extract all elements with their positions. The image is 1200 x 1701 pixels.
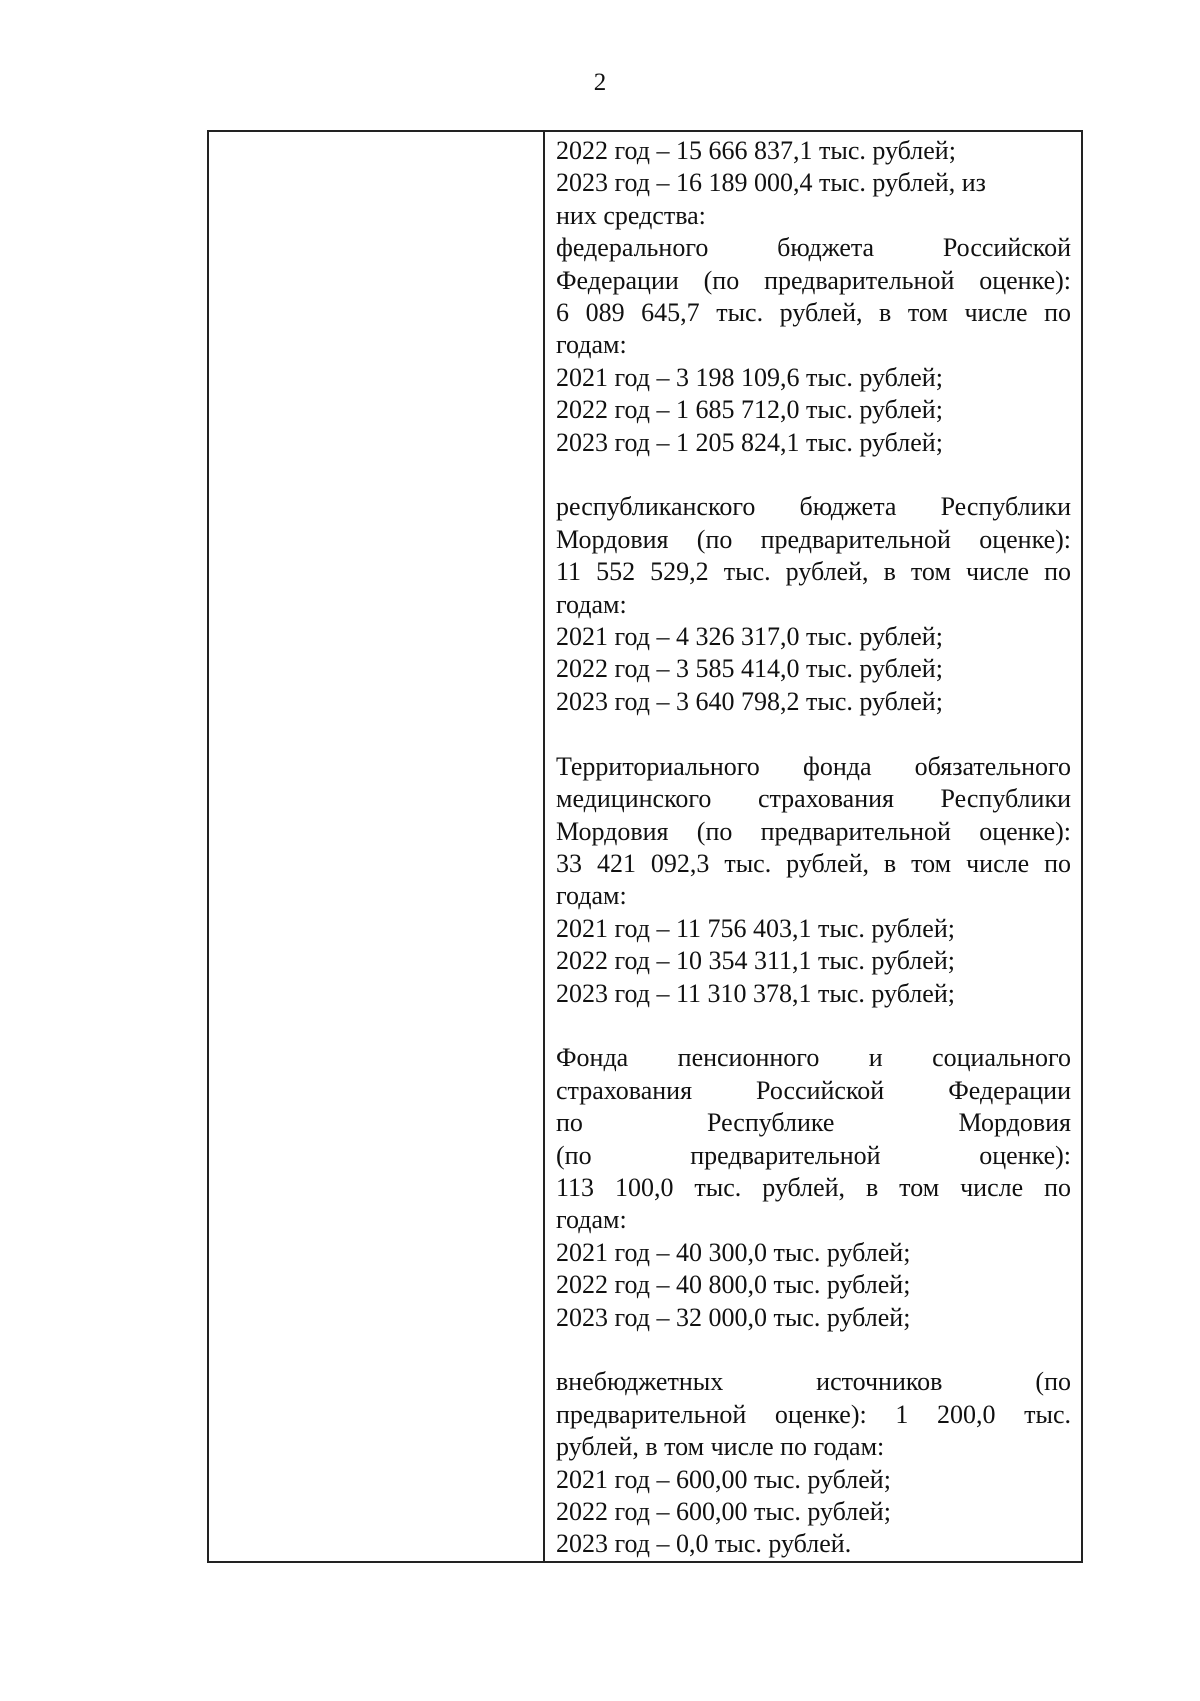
section-heading-line: 113 100,0 тыс. рублей, в том числе по bbox=[556, 1172, 1071, 1202]
document-table bbox=[207, 130, 1083, 1563]
page-number: 2 bbox=[593, 69, 607, 96]
funding-details-cell bbox=[556, 135, 1071, 1561]
section-heading-line: 33 421 092,3 тыс. рублей, в том числе по bbox=[556, 848, 1071, 878]
section-heading-line: Федерации (по предварительной оценке): bbox=[556, 265, 1071, 295]
section-heading-line: республиканского бюджета Республики bbox=[556, 492, 1071, 522]
section-heading-line: Мордовия (по предварительной оценке): bbox=[556, 816, 1071, 846]
year-amount-line: 2023 год – 0,0 тыс. рублей. bbox=[556, 1529, 852, 1559]
funding-section-extra-budgetary bbox=[556, 1366, 1071, 1560]
section-heading-line: 6 089 645,7 тыс. рублей, в том числе по bbox=[556, 298, 1071, 328]
funding-intro-line: 2022 год – 15 666 837,1 тыс. рублей; bbox=[556, 136, 956, 165]
year-amount-line: 2023 год – 11 310 378,1 тыс. рублей; bbox=[556, 978, 955, 1008]
funding-intro-line: них средства: bbox=[556, 200, 706, 230]
column-divider bbox=[543, 132, 545, 1561]
funding-section-territorial-fund bbox=[556, 751, 1071, 1010]
section-heading-tail: годам: bbox=[556, 1205, 627, 1235]
section-spacer bbox=[556, 1334, 1071, 1366]
year-amount-line: 2023 год – 32 000,0 тыс. рублей; bbox=[556, 1302, 911, 1332]
section-heading-line: страхования Российской Федерации bbox=[556, 1075, 1071, 1105]
funding-section-republican-budget bbox=[556, 491, 1071, 718]
section-heading-line: (по предварительной оценке): bbox=[556, 1140, 1071, 1170]
year-amount-line: 2022 год – 1 685 712,0 тыс. рублей; bbox=[556, 395, 943, 425]
year-amount-line: 2022 год – 3 585 414,0 тыс. рублей; bbox=[556, 654, 943, 684]
section-heading-line: предварительной оценке): 1 200,0 тыс. bbox=[556, 1399, 1071, 1429]
section-heading-tail: годам: bbox=[556, 589, 627, 619]
section-heading-line: по Республике Мордовия bbox=[556, 1108, 1071, 1138]
section-heading-line: Территориального фонда обязательного bbox=[556, 751, 1071, 781]
section-heading-line: Фонда пенсионного и социального bbox=[556, 1043, 1071, 1073]
section-heading-line: Мордовия (по предварительной оценке): bbox=[556, 524, 1071, 554]
year-amount-line: 2021 год – 600,00 тыс. рублей; bbox=[556, 1464, 891, 1494]
year-amount-line: 2023 год – 1 205 824,1 тыс. рублей; bbox=[556, 427, 943, 457]
section-heading-line: федерального бюджета Российской bbox=[556, 233, 1071, 263]
year-amount-line: 2022 год – 10 354 311,1 тыс. рублей; bbox=[556, 946, 955, 976]
section-heading-tail: годам: bbox=[556, 881, 627, 911]
year-amount-line: 2021 год – 11 756 403,1 тыс. рублей; bbox=[556, 913, 955, 943]
section-heading-line: внебюджетных источников (по bbox=[556, 1367, 1071, 1397]
section-spacer bbox=[556, 718, 1071, 750]
funding-section-federal-budget bbox=[556, 232, 1071, 459]
section-heading-tail: рублей, в том числе по годам: bbox=[556, 1432, 885, 1462]
table-left-cell bbox=[209, 132, 543, 1561]
year-amount-line: 2022 год – 600,00 тыс. рублей; bbox=[556, 1497, 891, 1526]
funding-section-pension-fund bbox=[556, 1042, 1071, 1334]
section-heading-tail: годам: bbox=[556, 330, 627, 360]
year-amount-line: 2021 год – 4 326 317,0 тыс. рублей; bbox=[556, 622, 943, 652]
section-spacer bbox=[556, 1010, 1071, 1042]
year-amount-line: 2022 год – 40 800,0 тыс. рублей; bbox=[556, 1270, 911, 1300]
section-spacer bbox=[556, 459, 1071, 491]
year-amount-line: 2021 год – 3 198 109,6 тыс. рублей; bbox=[556, 362, 943, 392]
year-amount-line: 2021 год – 40 300,0 тыс. рублей; bbox=[556, 1237, 911, 1267]
year-amount-line: 2023 год – 3 640 798,2 тыс. рублей; bbox=[556, 686, 943, 716]
section-heading-line: медицинского страхования Республики bbox=[556, 784, 1071, 814]
section-heading-line: 11 552 529,2 тыс. рублей, в том числе по bbox=[556, 557, 1071, 587]
funding-intro-line: 2023 год – 16 189 000,4 тыс. рублей, из bbox=[556, 168, 986, 198]
